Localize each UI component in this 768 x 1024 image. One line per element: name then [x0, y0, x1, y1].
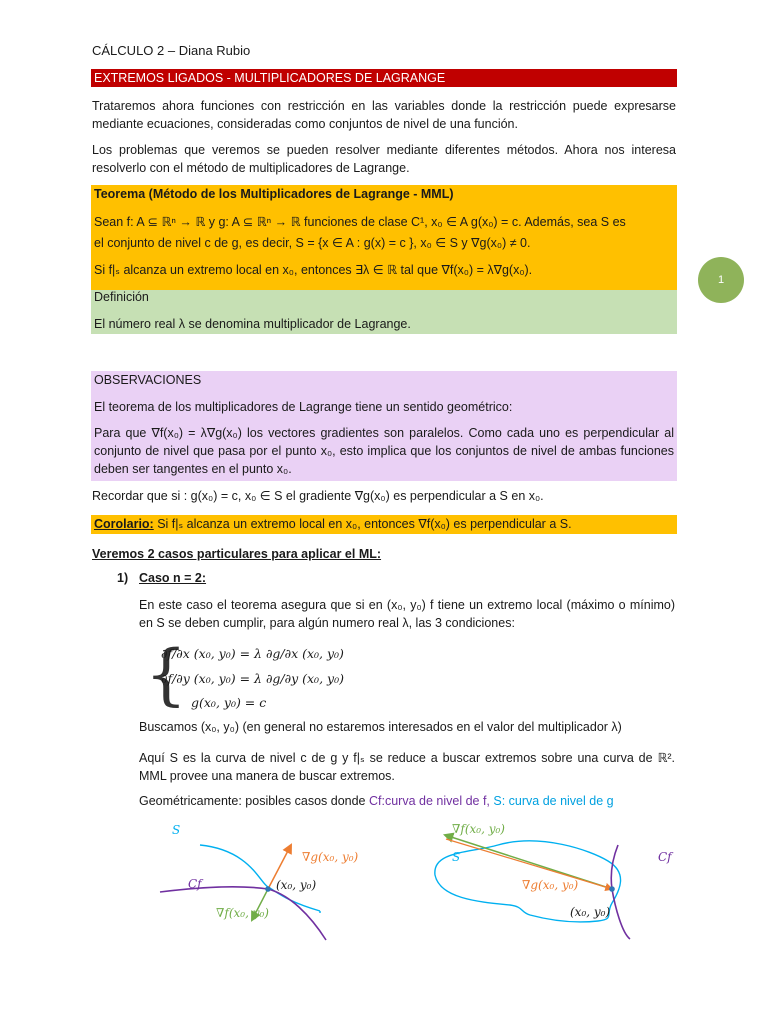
observations-paragraph-2: Para que ∇f(x₀) = λ∇g(x₀) los vectores gradientes son paralelos. Como cada uno es perpendicular al conjunto de nivel que pasa por el punto x₀, esto implica que los conjuntos de nivel de ambas funciones deben ser tangentes en el punto x₀. — [94, 426, 674, 476]
geometric-prefix: Geométricamente: posibles casos donde — [139, 794, 369, 808]
right-grad-g-label: ∇g(x₀, y₀) — [522, 878, 579, 892]
equation-system — [145, 636, 405, 714]
left-diagram — [160, 823, 359, 940]
left-brace: { — [145, 636, 187, 713]
theorem-title: Teorema (Método de los Multiplicadores de Lagrange - MML) — [94, 187, 454, 201]
left-s-curve — [200, 845, 268, 887]
right-s-label: S — [452, 850, 461, 864]
level-curves-figure — [150, 815, 690, 950]
case-1-number: 1) — [117, 571, 129, 585]
theorem-box — [91, 185, 677, 290]
equation-1: ∂f/∂x (x₀, y₀) = λ ∂g/∂x (x₀, y₀) — [161, 646, 344, 661]
case-1-title: Caso n = 2: — [139, 571, 207, 585]
left-point-label: (x₀, y₀) — [276, 878, 317, 892]
cases-title: Veremos 2 casos particulares para aplicar el ML: — [92, 547, 382, 561]
intro-paragraph-1: Trataremos ahora funciones con restricción en las variables donde la restricción puede expresarse mediante ecuaciones, consideradas como conjuntos de nivel de una función. — [92, 99, 676, 131]
observations-box — [91, 371, 677, 481]
theorem-line-2: el conjunto de nivel c de g, es decir, S = {x ∈ A : g(x) = c }, x₀ ∈ S y ∇g(x₀) ≠ 0. — [94, 236, 531, 250]
intro-paragraph-2: Los problemas que veremos se pueden resolver mediante diferentes métodos. Ahora nos interesa resolverlo con el método de multiplicadores de Lagrange. — [92, 143, 676, 175]
remember-paragraph: Recordar que si : g(x₀) = c, x₀ ∈ S el gradiente ∇g(x₀) es perpendicular a S en x₀. — [92, 489, 544, 503]
left-grad-f-label: ∇f(x₀, y₀) — [216, 906, 269, 920]
section-title-bar: EXTREMOS LIGADOS - MULTIPLICADORES DE LAGRANGE — [91, 69, 677, 87]
corollary-box — [91, 515, 677, 534]
right-tangency-point — [609, 886, 615, 892]
left-cf-label: Cf — [188, 877, 202, 891]
case-1-paragraph-3: Aquí S es la curva de nivel c de g y f|ₛ se reduce a buscar extremos sobre una curva de ℝ². MML provee una manera de buscar extremos. — [139, 751, 675, 783]
observations-paragraph-1: El teorema de los multiplicadores de Lagrange tiene un sentido geométrico: — [94, 400, 513, 414]
definition-text: El número real λ se denomina multiplicador de Lagrange. — [94, 317, 411, 331]
page-header: CÁLCULO 2 – Diana Rubio — [92, 43, 251, 58]
equation-3: g(x₀, y₀) = c — [191, 695, 267, 710]
theorem-line-3: Si f|ₛ alcanza un extremo local en x₀, entonces ∃λ ∈ ℝ tal que ∇f(x₀) = λ∇g(x₀). — [94, 263, 533, 277]
cf-caption: Cf:curva de nivel de f, — [369, 794, 490, 808]
corollary-text: Si f|ₛ alcanza un extremo local en x₀, entonces ∇f(x₀) es perpendicular a S. — [153, 517, 572, 531]
right-diagram — [435, 822, 674, 939]
left-grad-g-label: ∇g(x₀, y₀) — [302, 850, 359, 864]
equation-2: ∂f/∂y (x₀, y₀) = λ ∂g/∂y (x₀, y₀) — [161, 671, 344, 686]
definition-title: Definición — [94, 290, 149, 304]
left-tangency-point — [265, 886, 271, 892]
definition-box — [91, 290, 677, 334]
case-1-paragraph-2: Buscamos (x₀, y₀) (en general no estaremos interesados en el valor del multiplicador λ) — [139, 720, 622, 734]
left-s-label: S — [172, 823, 181, 837]
case-1-paragraph-4 — [139, 794, 675, 808]
right-cf-curve — [611, 845, 630, 939]
corollary-label: Corolario: — [94, 517, 154, 531]
s-caption: S: curva de nivel de g — [489, 794, 614, 808]
right-point-label: (x₀, y₀) — [570, 905, 611, 919]
right-grad-f-label: ∇f(x₀, y₀) — [452, 822, 505, 836]
theorem-line-1: Sean f: A ⊆ ℝⁿ → ℝ y g: A ⊆ ℝⁿ → ℝ funciones de clase C¹, x₀ ∈ A g(x₀) = c. Además, sea S es — [94, 215, 626, 229]
case-1-paragraph-1: En este caso el teorema asegura que si en (x₀, y₀) f tiene un extremo local (máximo o mínimo) en S se deben cumplir, para algún numero real λ, las 3 condiciones: — [139, 598, 675, 630]
right-cf-label: Cf — [658, 850, 672, 864]
observations-title: OBSERVACIONES — [94, 373, 202, 387]
page-number-badge: 1 — [698, 257, 744, 303]
